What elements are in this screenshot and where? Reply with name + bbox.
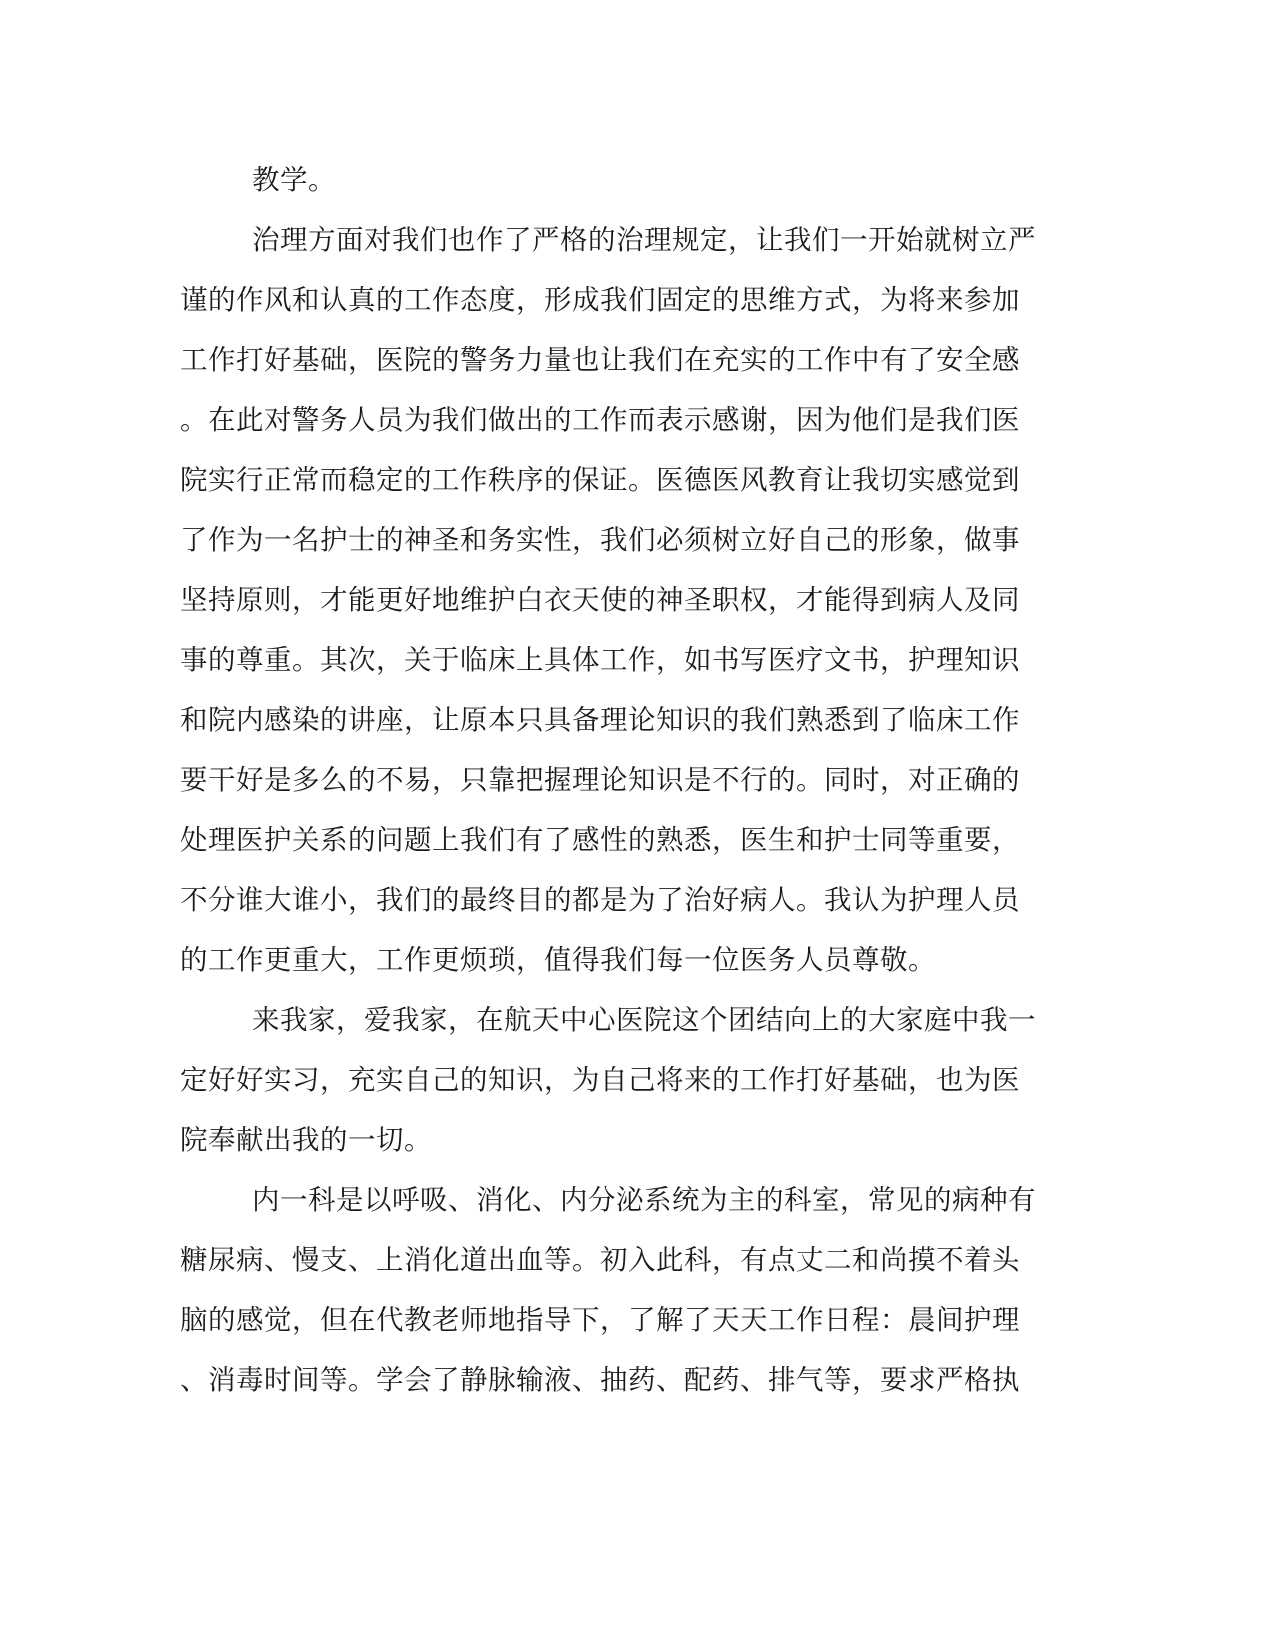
text-line: 了作为一名护士的神圣和务实性，我们必须树立好自己的形象，做事 (180, 524, 1020, 556)
text-line: 糖尿病、慢支、上消化道出血等。初入此科，有点丈二和尚摸不着头 (180, 1244, 1020, 1276)
text-line: 教学。 (252, 164, 336, 196)
paragraph-first-line: 治理方面对我们也作了严格的治理规定，让我们一开始就树立严 (252, 224, 1036, 256)
text-line: 处理医护关系的问题上我们有了感性的熟悉，医生和护士同等重要， (180, 824, 1020, 856)
text-line: 要干好是多么的不易，只靠把握理论知识是不行的。同时，对正确的 (180, 764, 1020, 796)
text-line: 和院内感染的讲座，让原本只具备理论知识的我们熟悉到了临床工作 (180, 704, 1020, 736)
document-body (180, 150, 1040, 1410)
text-line: 不分谁大谁小，我们的最终目的都是为了治好病人。我认为护理人员 (180, 884, 1020, 916)
paragraph-first-line: 来我家，爱我家，在航天中心医院这个团结向上的大家庭中我一 (252, 1004, 1036, 1036)
text-line: 院奉献出我的一切。 (180, 1124, 432, 1156)
text-line: 。在此对警务人员为我们做出的工作而表示感谢，因为他们是我们医 (180, 404, 1020, 436)
text-line: 脑的感觉，但在代教老师地指导下，了解了天天工作日程：晨间护理 (180, 1304, 1020, 1336)
text-line: 的工作更重大，工作更烦琐，值得我们每一位医务人员尊敬。 (180, 944, 936, 976)
paragraph-first-line: 内一科是以呼吸、消化、内分泌系统为主的科室，常见的病种有 (252, 1184, 1036, 1216)
text-line: 、消毒时间等。学会了静脉输液、抽药、配药、排气等，要求严格执 (180, 1364, 1020, 1396)
text-line: 工作打好基础，医院的警务力量也让我们在充实的工作中有了安全感 (180, 344, 1020, 376)
text-line: 定好好实习，充实自己的知识，为自己将来的工作打好基础，也为医 (180, 1064, 1020, 1096)
text-line: 院实行正常而稳定的工作秩序的保证。医德医风教育让我切实感觉到 (180, 464, 1020, 496)
text-line: 谨的作风和认真的工作态度，形成我们固定的思维方式，为将来参加 (180, 284, 1020, 316)
text-line: 事的尊重。其次，关于临床上具体工作，如书写医疗文书，护理知识 (180, 644, 1020, 676)
text-line: 坚持原则，才能更好地维护白衣天使的神圣职权，才能得到病人及同 (180, 584, 1020, 616)
